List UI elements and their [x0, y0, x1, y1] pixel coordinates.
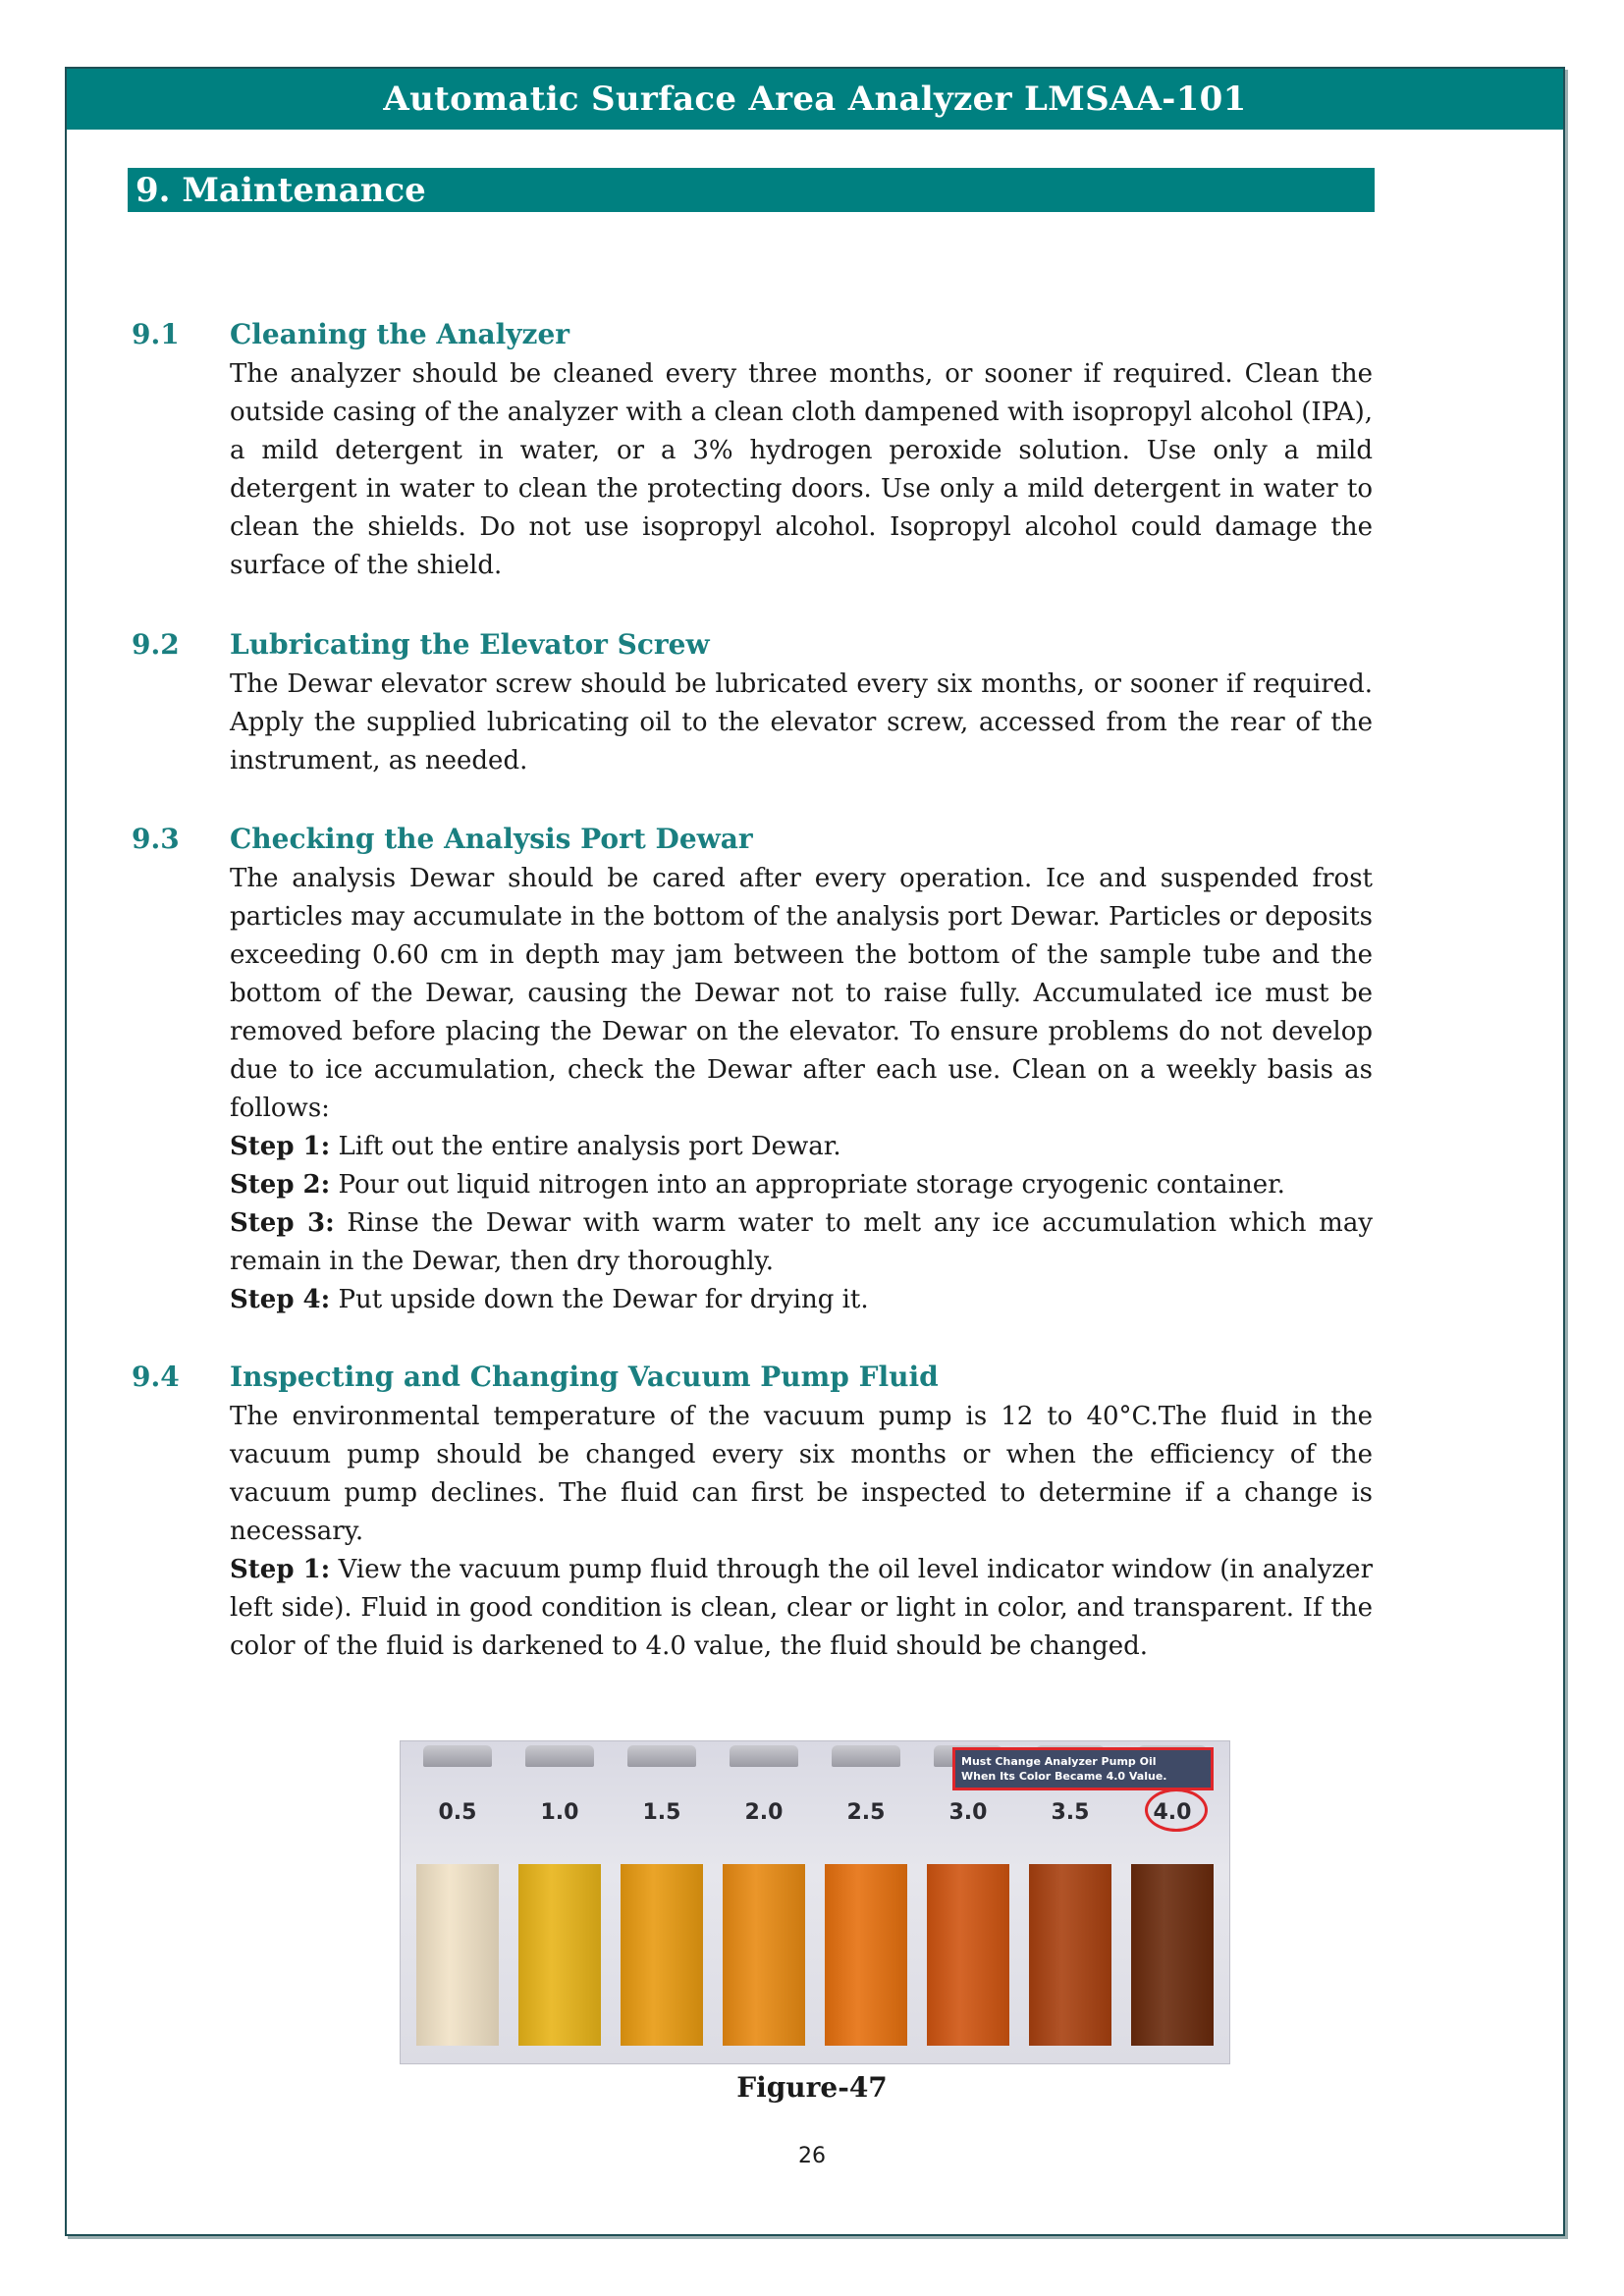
oil-color-scale-image	[400, 1740, 1230, 2064]
vial-label: 2.5	[846, 1800, 886, 1825]
step-item	[230, 1551, 1373, 1666]
paragraph: The environmental temperature of the vacuum pump is 12 to 40°C.The fluid in the vacuum pump should be changed every six months or when the efficiency of the vacuum pump declines. The fluid can first be inspected to determine if a change is necessary.	[230, 1402, 1373, 1546]
paragraph: The analysis Dewar should be cared after every operation. Ice and suspended frost particles may accumulate in the bottom of the analysis port Dewar. Particles or deposits exceeding 0.60 cm in depth may jam between the bottom of the sample tube and the bottom of the Dewar, causing the Dewar not to raise fully. Accumulated ice must be removed before placing the Dewar on the elevator. To ensure problems do not develop due to ice accumulation, check the Dewar after each use. Clean on a weekly basis as follows:	[230, 864, 1373, 1123]
highlight-circle	[1145, 1789, 1208, 1832]
section-title: 9. Maintenance	[135, 170, 426, 210]
step-label: Step 2:	[230, 1170, 331, 1200]
paragraph: The Dewar elevator screw should be lubricated every six months, or sooner if required. Apply the supplied lubricating oil to the elevator screw, accessed from the rear of the instrument, as needed.	[230, 669, 1373, 775]
subsection-number: 9.4	[132, 1361, 180, 1393]
step-label: Step 1:	[230, 1132, 331, 1161]
vial-cap	[525, 1745, 594, 1767]
vial-label: 3.5	[1051, 1800, 1090, 1825]
header-bar	[67, 69, 1563, 130]
step-text: View the vacuum pump fluid through the oil level indicator window (in analyzer left side). Fluid in good condition is clean, clear or light in color, and transparent. If the color of the fluid is darkened to 4.0 value, the fluid should be changed.	[230, 1555, 1374, 1661]
subsection-number: 9.1	[132, 318, 180, 350]
section-heading-bar	[128, 168, 1375, 212]
subsection-title: Cleaning the Analyzer	[230, 318, 570, 350]
vial-label: 3.0	[948, 1800, 988, 1825]
vial-label: 1.5	[642, 1800, 681, 1825]
step-text: Pour out liquid nitrogen into an appropriate storage cryogenic container.	[330, 1170, 1285, 1200]
paragraph: The analyzer should be cleaned every three months, or sooner if required. Clean the outside casing of the analyzer with a clean cloth dampened with isopropyl alcohol (IPA), a mild detergent in water, or a 3% hydrogen peroxide solution. Use only a mild detergent in water to clean the protecting doors. Use only a mild detergent in water to clean the shields. Do not use isopropyl alcohol. Isopropyl alcohol could damage the surface of the shield.	[230, 359, 1373, 580]
step-label: Step 3:	[230, 1208, 335, 1238]
vial-label: 0.5	[438, 1800, 477, 1825]
subsection-9-1	[132, 318, 1437, 585]
subsection-title: Inspecting and Changing Vacuum Pump Fluid	[230, 1361, 939, 1393]
step-label: Step 4:	[230, 1285, 331, 1314]
subsection-title: Lubricating the Elevator Screw	[230, 628, 710, 661]
subsection-9-4	[132, 1361, 1437, 1666]
subsection-9-2	[132, 628, 1437, 780]
subsection-body	[230, 1398, 1373, 1666]
step-item	[230, 1204, 1373, 1281]
oil-vial	[927, 1864, 1009, 2046]
vial-cap	[423, 1745, 492, 1767]
oil-vial	[1029, 1864, 1111, 2046]
subsection-number: 9.3	[132, 823, 180, 855]
subsection-body	[230, 860, 1373, 1319]
step-text: Lift out the entire analysis port Dewar.	[330, 1132, 841, 1161]
vial-label: 1.0	[540, 1800, 579, 1825]
document-title: Automatic Surface Area Analyzer LMSAA-101	[383, 80, 1247, 119]
subsection-title: Checking the Analysis Port Dewar	[230, 823, 753, 855]
vial-label: 4.0	[1153, 1800, 1192, 1825]
oil-vial	[518, 1864, 601, 2046]
vial-cap	[627, 1745, 696, 1767]
oil-vial	[825, 1864, 907, 2046]
note-line: When Its Color Became 4.0 Value.	[961, 1770, 1167, 1783]
figure-caption: Figure-47	[736, 2071, 888, 2104]
subsection-9-3	[132, 823, 1437, 1319]
page-number: 26	[798, 2144, 826, 2168]
oil-vial	[416, 1864, 499, 2046]
oil-vial	[621, 1864, 703, 2046]
subsection-body	[230, 666, 1373, 780]
step-text: Put upside down the Dewar for drying it.	[330, 1285, 869, 1314]
step-text: Rinse the Dewar with warm water to melt any ice accumulation which may remain in the Dewar, then dry thoroughly.	[230, 1208, 1374, 1276]
vial-label: 2.0	[744, 1800, 784, 1825]
oil-change-note	[952, 1747, 1214, 1790]
oil-vial	[723, 1864, 805, 2046]
vial-cap	[730, 1745, 798, 1767]
step-item	[230, 1166, 1373, 1204]
step-item	[230, 1281, 1373, 1319]
note-line: Must Change Analyzer Pump Oil	[961, 1755, 1157, 1768]
oil-vial	[1131, 1864, 1214, 2046]
step-label: Step 1:	[230, 1555, 331, 1584]
subsection-number: 9.2	[132, 628, 180, 661]
vial-cap	[832, 1745, 900, 1767]
subsection-body	[230, 355, 1373, 585]
step-item	[230, 1128, 1373, 1166]
